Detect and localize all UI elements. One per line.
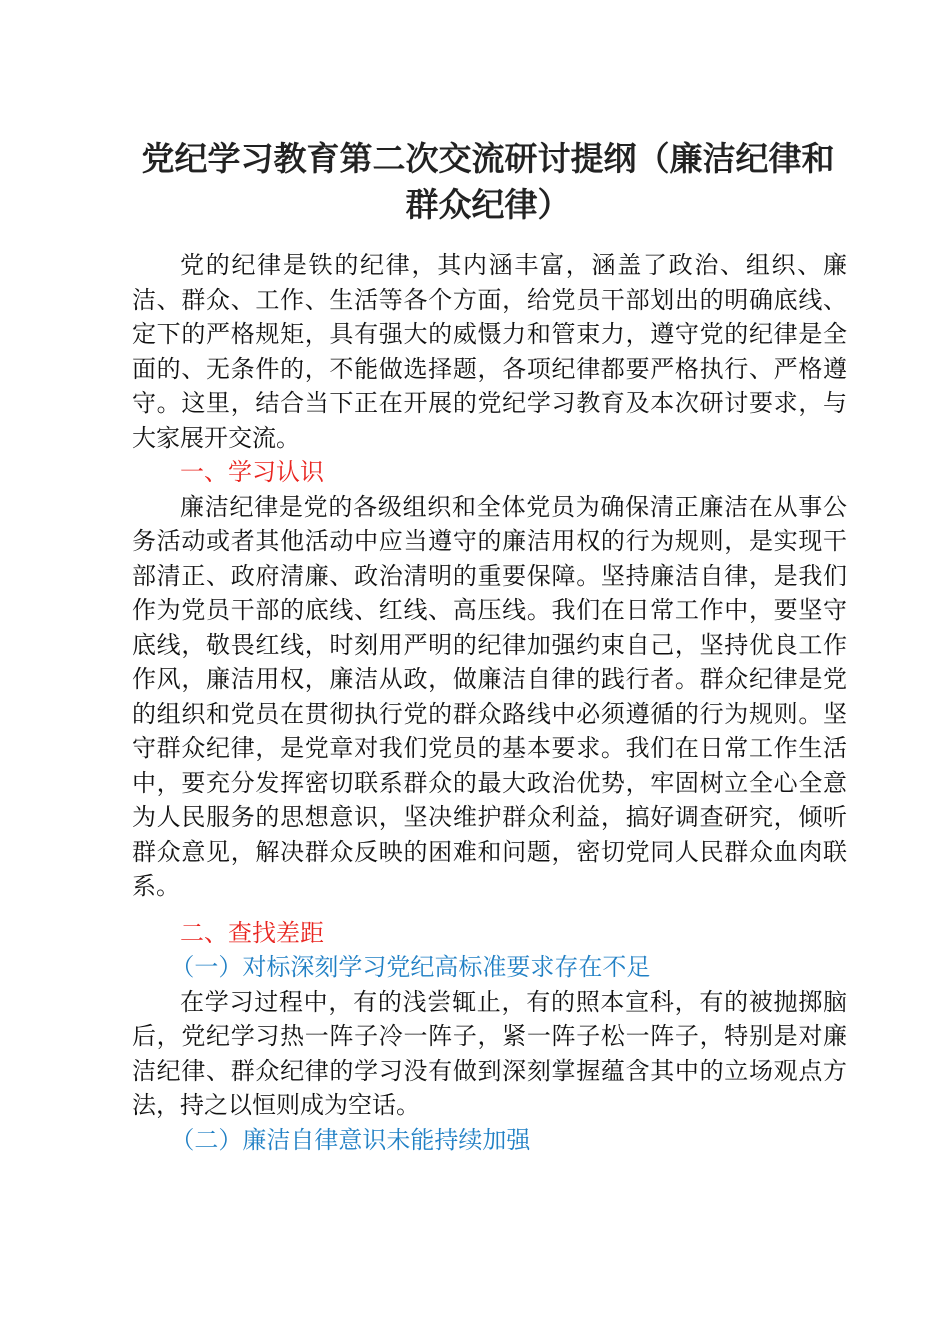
subsection-1-paragraph: 在学习过程中，有的浅尝辄止，有的照本宣科，有的被抛掷脑后，党纪学习热一阵子冷一阵子，紧一阵子松一阵子，特别是对廉洁纪律、群众纪律的学习没有做到深刻掌握蕴含其中的立场观点方法，持之以恒则成为空话。 — [132, 987, 847, 1119]
section-1-heading: 一、学习认识 — [180, 458, 324, 486]
section-2-heading: 二、查找差距 — [180, 918, 324, 947]
intro-paragraph: 党的纪律是铁的纪律，其内涵丰富，涵盖了政治、组织、廉洁、群众、工作、生活等各个方面，给党员干部划出的明确底线、定下的严格规矩，具有强大的威慑力和管束力，遵守党的纪律是全面的、无条件的，不能做选择题，各项纪律都要严格执行、严格遵守。这里，结合当下正在开展的党纪学习教育及本次研讨要求，与大家展开交流。 — [132, 251, 847, 452]
subsection-2-heading: （二）廉洁自律意识未能持续加强 — [170, 1125, 531, 1154]
subsection-1-heading: （一）对标深刻学习党纪高标准要求存在不足 — [170, 953, 651, 981]
section-1-paragraph: 廉洁纪律是党的各级组织和全体党员为确保清正廉洁在从事公务活动或者其他活动中应当遵守的廉洁用权的行为规则，是实现干部清正、政府清廉、政治清明的重要保障。坚持廉洁自律，是我们作为党员干部的底线、红线、高压线。我们在日常工作中，要坚守底线，敬畏红线，时刻用严明的纪律加强约束自己，坚持优良工作作风，廉洁用权，廉洁从政，做廉洁自律的践行者。群众纪律是党的组织和党员在贯彻执行党的群众路线中必须遵循的行为规则。坚守群众纪律，是党章对我们党员的基本要求。我们在日常工作生活中，要充分发挥密切联系群众的最大政治优势，牢固树立全心全意为人民服务的思想意识，坚决维护群众利益，搞好调查研究，倾听群众意见，解决群众反映的困难和问题，密切党同人民群众血肉联系。 — [132, 492, 847, 900]
document-title: 党纪学习教育第二次交流研讨提纲（廉洁纪律和群众纪律） — [141, 139, 835, 224]
document-body — [132, 248, 847, 1157]
